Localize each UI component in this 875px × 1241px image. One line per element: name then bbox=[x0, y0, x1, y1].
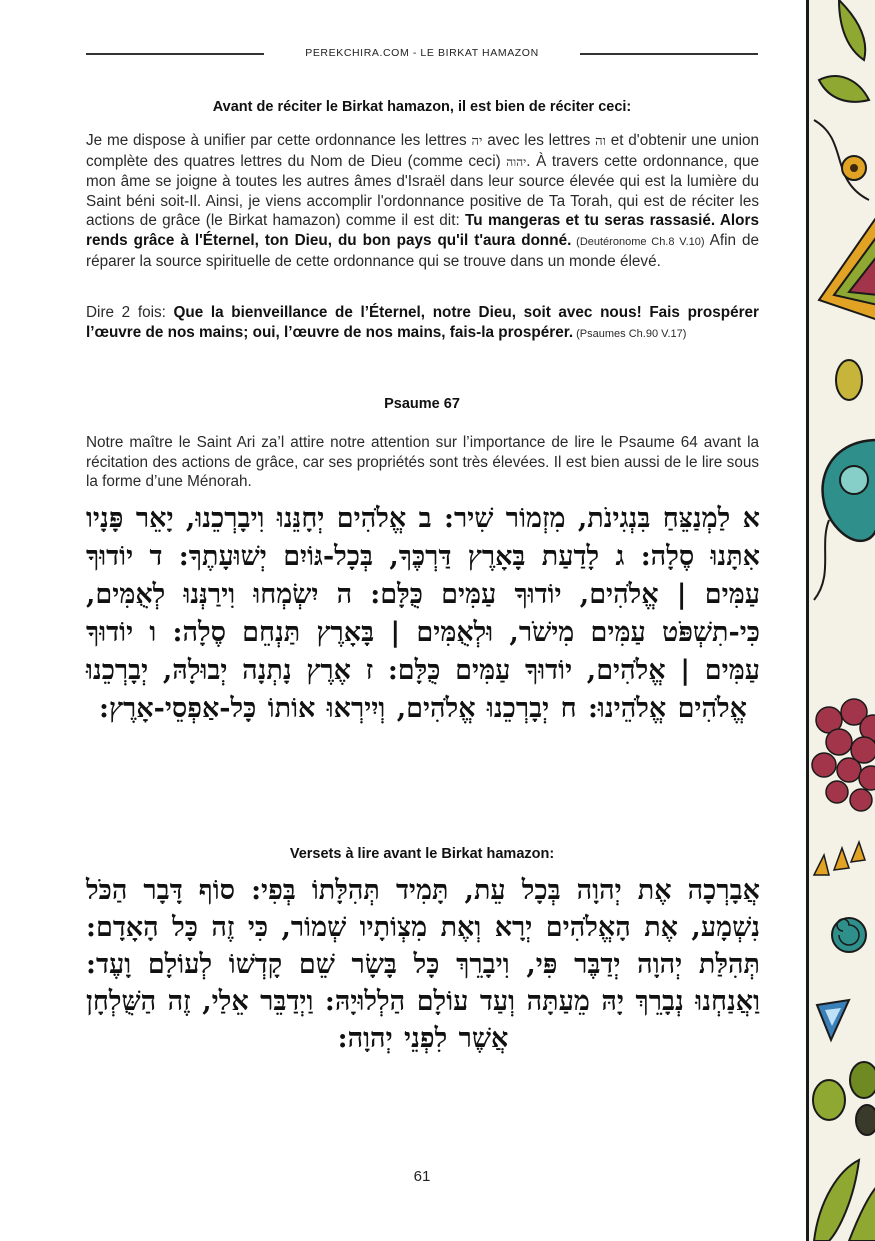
psalm-intro: Notre maître le Saint Ari za’l attire notre attention sur l’importance de lire le Psaume 64 avant la récitation des actions de grâce, car ses propriétés sont très élevées. Il est bien aussi de le lire sous la forme d’une Ménorah. bbox=[86, 434, 759, 490]
grape-cluster bbox=[812, 699, 875, 811]
hebrew-name: יהוה bbox=[506, 154, 527, 169]
blue-spiral bbox=[832, 918, 866, 952]
header-title: PEREKCHIRA.COM - LE BIRKAT HAMAZON bbox=[305, 47, 539, 59]
psalm-90-quote: Que la bienveillance de l’Éternel, notre Dieu, soit avec nous! Fais prospérer l’œuvre de nos mains; oui, l’œuvre de nos mains, fais-la prospérer. bbox=[86, 304, 759, 341]
psalm-67-hebrew: א לַמְנַצֵּחַ בִּנְגִינֹת, מִזְמוֹר שִׁיר: ב אֱלֹהִים יְחָנֵּנוּ וִיבָרְכֵנוּ, יָאֵר פָּנָיו אִתָּנוּ סֶלָה: ג לָדַעַת בָּאָרֶץ דַּרְכֶּךָ, בְּכָל-גּוֹיִם יְשׁוּעָתֶךָ: ד יוֹדוּךָ עַמִּים | אֱלֹהִים, יוֹדוּךָ עַמִּים כֻּלָּם: ה יִשְׂמְחוּ וִירַנְּנוּ לְאֻמִּים, כִּי-תִשְׁפֹּט עַמִּים מִישֹׁר, וּלְאֻמִּים | בָּאָרֶץ תַּנְחֵם סֶלָה: ו יוֹדוּךָ עַמִּים | אֱלֹהִים, יוֹדוּךָ עַמִּים כֻּלָּם: ז אֶרֶץ נָתְנָה יְבוּלָהּ, יְבָרְכֵנוּ אֱלֹהִים אֱלֹהֵינוּ: ח יְבָרְכֵנוּ אֱלֹהִים, וְיִירְאוּ אוֹתוֹ כָּל-אַפְסֵי-אָרֶץ: bbox=[86, 503, 760, 724]
decorative-border-art bbox=[809, 0, 875, 1241]
intro-paragraph: Je me dispose à unifier par cette ordonnance les lettres יה avec les lettres וה et d'obtenir une union complète des quatres lettres du Nom de Dieu (comme ceci) יהוה. À travers cette ordonnance, que mon âme se joigne à toutes les autres âmes d'Israël dans leur source élevée qui est la lumière du Saint béni soit-Il. Ainsi, je viens accomplir l'ordonnance positive de Ta Torah, qui est de réciter les actions de grâce (le Birkat hamazon) comme il est dit: Tu mangeras et tu seras rassasié. Alors rends grâce à l'Éternel, ton Dieu, du bon pays qu'il t'aura donné. (Deutéronome Ch.8 V.10) Afin de réparer la source spirituelle de cette ordonnance qui se trouve dans un monde élevé. bbox=[86, 132, 760, 270]
page-number: 61 bbox=[413, 1168, 431, 1185]
psalm-heading: Psaume 67 bbox=[384, 396, 460, 412]
verses-hebrew: אֲבָרְכָה אֶת יְהוָה בְּכָל עֵת, תָּמִיד תְּהִלָּתוֹ בְּפִי: סוֹף דָּבָר הַכֹּל נִשְׁמָע, אֶת הָאֱלֹהִים יְרָא וְאֶת מִצְוֹתָיו שְׁמוֹר, כִּי זֶה כָּל הָאָדָם: תְּהִלַּת יְהוָה יְדַבֶּר פִּי, וִיבָרֵךְ כָּל בָּשָׂר שֵׁם קָדְשׁוֹ לְעוֹלָם וָעֶד: וַאֲנַחְנוּ נְבָרֵךְ יָהּ מֵעַתָּה וְעַד עוֹלָם הַלְלוּיָהּ: וַיְדַבֵּר אֵלַי, זֶה הַשֻּׁלְחָן אֲשֶׁר לִפְנֵי יְהוָה: bbox=[86, 875, 760, 1054]
olive-1 bbox=[836, 360, 862, 400]
triangle-ornament bbox=[819, 215, 875, 320]
verses-heading: Versets à lire avant le Birkat hamazon: bbox=[289, 846, 555, 862]
hebrew-vh: וה bbox=[595, 134, 606, 149]
orange-fruit bbox=[842, 156, 866, 180]
header-rule-left bbox=[86, 53, 264, 55]
leaf-cluster-bottom bbox=[814, 1160, 875, 1241]
decorative-border bbox=[806, 0, 875, 1241]
blue-triangle bbox=[817, 1000, 849, 1040]
small-triangles bbox=[814, 842, 865, 875]
olive-cluster bbox=[813, 1062, 875, 1135]
say-twice-paragraph: Dire 2 fois: Que la bienveillance de l’Éternel, notre Dieu, soit avec nous! Fais prospérer l’œuvre de nos mains; oui, l’œuvre de nos mains, fais-la prospérer. (Psaumes Ch.90 V.17) bbox=[86, 304, 759, 341]
leaf-cluster-top bbox=[819, 0, 869, 102]
teal-swirl bbox=[814, 440, 875, 600]
psalm-90-ref: (Psaumes Ch.90 V.17) bbox=[573, 327, 687, 340]
hebrew-yh: יה bbox=[471, 134, 483, 149]
header-rule-right bbox=[580, 53, 758, 55]
running-header bbox=[86, 44, 758, 64]
deuteronomy-ref: (Deutéronome Ch.8 V.10) bbox=[571, 235, 705, 248]
deuteronomy-quote: Tu mangeras et tu seras rassasié. Alors rends grâce à l'Éternel, ton Dieu, du bon pays qu'il t'aura donné. bbox=[86, 212, 759, 249]
intro-heading: Avant de réciter le Birkat hamazon, il est bien de réciter ceci: bbox=[212, 99, 632, 115]
